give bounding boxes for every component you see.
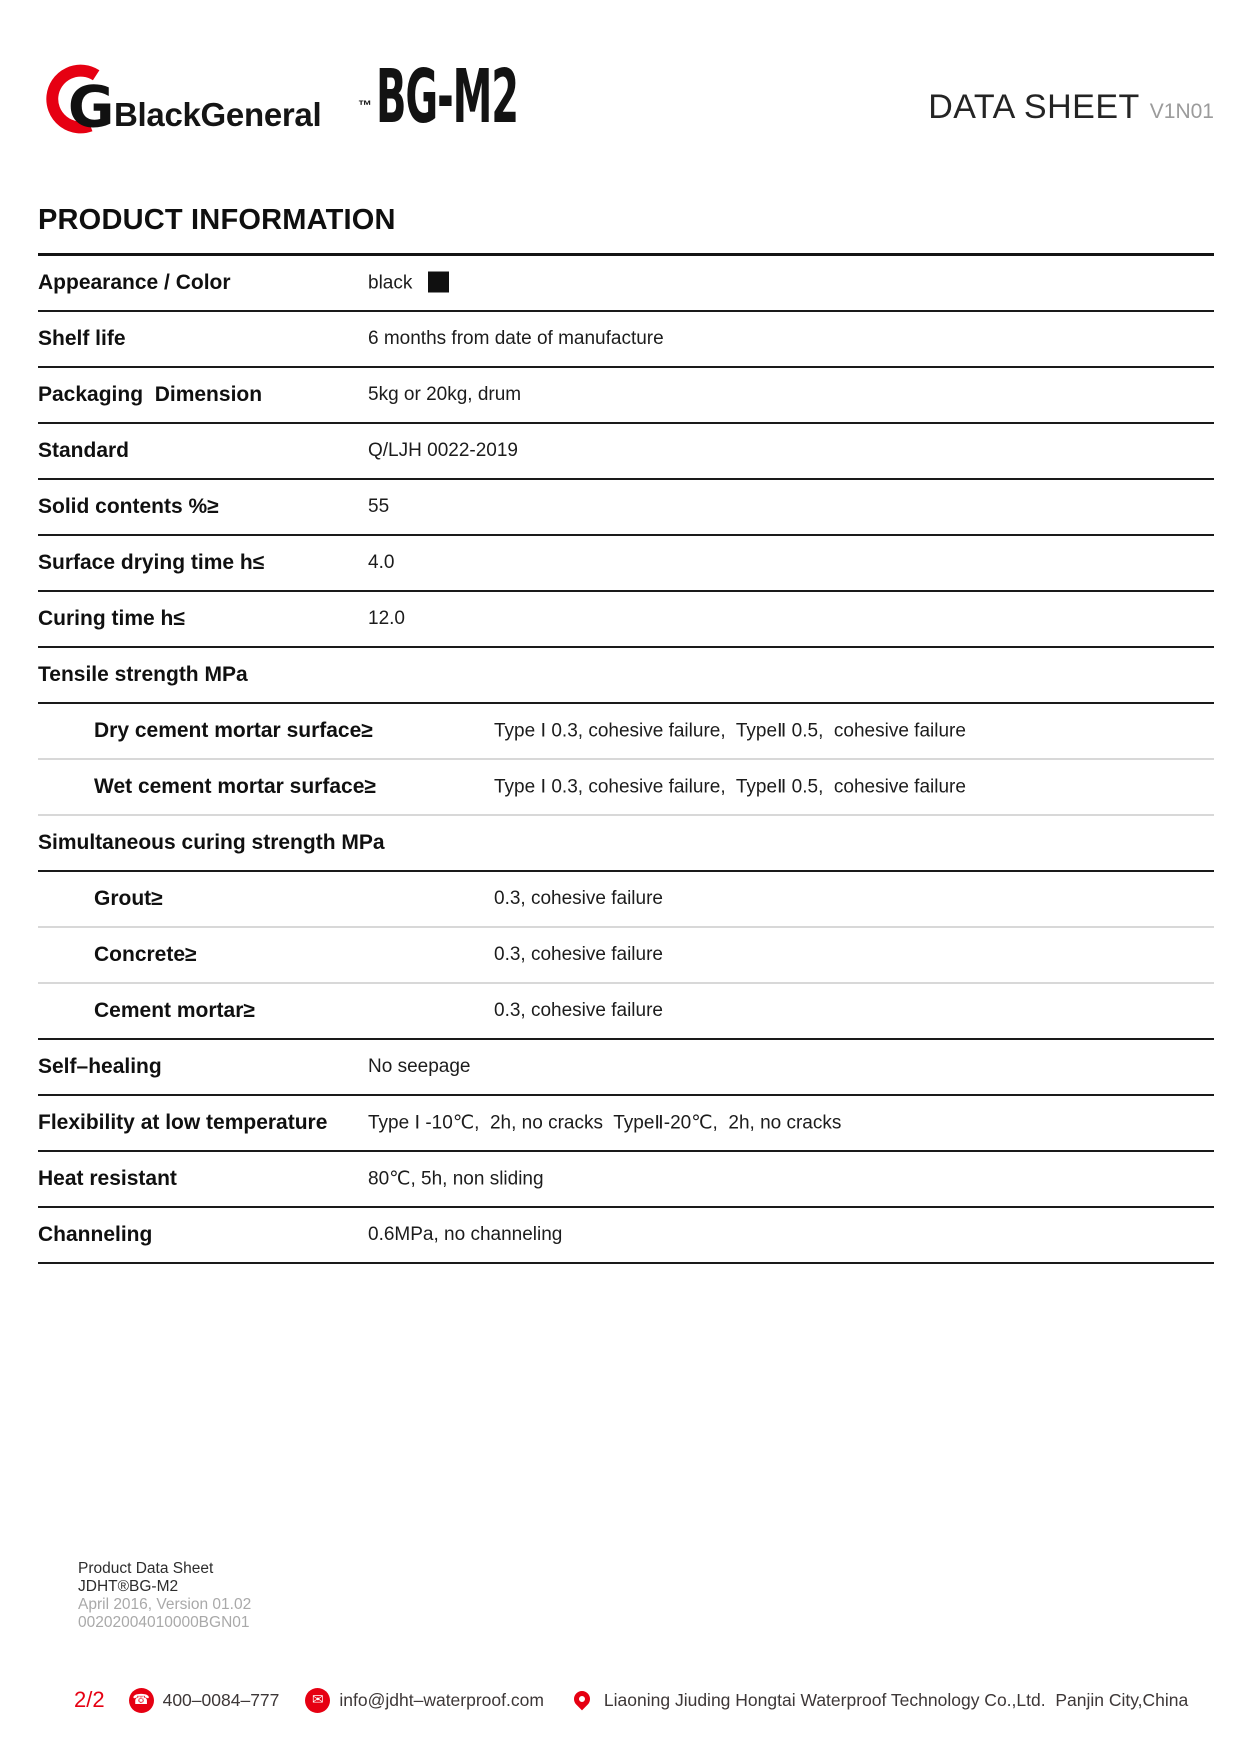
table-row-group-header	[38, 816, 1214, 872]
row-label: Concrete≥	[94, 943, 197, 966]
logo-letter: G	[67, 74, 115, 141]
product-model: BG-M2	[376, 54, 519, 140]
footer-doc-type: Product Data Sheet	[78, 1560, 214, 1577]
email-address: info@jdht–waterproof.com	[339, 1689, 544, 1710]
row-label: Self–healing	[38, 1055, 162, 1078]
row-value: Q/LJH 0022-2019	[368, 440, 518, 461]
table-row	[38, 1208, 1214, 1264]
location-pin-icon	[570, 1688, 595, 1713]
doc-title: DATA SHEET	[928, 88, 1140, 126]
phone-number: 400–0084–777	[162, 1689, 280, 1710]
doc-title-block	[928, 88, 1214, 127]
row-label: Simultaneous curing strength MPa	[38, 831, 385, 854]
row-value: 0.6MPa, no channeling	[368, 1224, 563, 1245]
color-swatch	[428, 272, 449, 293]
row-label: Solid contents %≥	[38, 495, 219, 518]
row-label: Flexibility at low temperature	[38, 1111, 328, 1134]
row-label: Heat resistant	[38, 1167, 177, 1190]
footer-product-id: JDHT®BG-M2	[78, 1578, 179, 1595]
row-value: 0.3, cohesive failure	[494, 1000, 663, 1021]
row-value: 6 months from date of manufacture	[368, 328, 664, 349]
table-row	[38, 312, 1214, 368]
table-row	[38, 424, 1214, 480]
row-value: 80℃, 5h, non sliding	[368, 1168, 544, 1190]
row-value: 5kg or 20kg, drum	[368, 384, 522, 405]
row-label: Dry cement mortar surface≥	[94, 719, 373, 742]
row-value: 0.3, cohesive failure	[494, 888, 663, 909]
page-number: 2/2	[74, 1687, 105, 1712]
document-footer	[78, 1560, 251, 1632]
row-label: Cement mortar≥	[94, 999, 255, 1022]
table-row	[38, 704, 1214, 760]
contact-bar	[74, 1686, 1188, 1714]
row-label: Channeling	[38, 1223, 153, 1246]
row-value: 55	[368, 496, 390, 517]
phone-icon: ☎	[129, 1688, 154, 1713]
table-row	[38, 928, 1214, 984]
table-row	[38, 760, 1214, 816]
row-label: Shelf life	[38, 327, 126, 350]
row-value: Type Ⅰ -10℃, 2h, no cracks TypeⅡ-20℃, 2h, no cracks	[368, 1112, 842, 1134]
product-information-section	[38, 204, 1214, 1264]
row-value: 12.0	[368, 608, 405, 629]
footer-code: 00202004010000BGN01	[78, 1614, 250, 1631]
table-row-group-header	[38, 648, 1214, 704]
company-address: Liaoning Jiuding Hongtai Waterproof Technology Co.,Ltd. Panjin City,China	[603, 1689, 1189, 1710]
row-label: Packaging Dimension	[38, 383, 263, 406]
row-value: 0.3, cohesive failure	[494, 944, 663, 965]
row-value: 4.0	[368, 552, 395, 573]
brand-name: BlackGeneral	[114, 96, 322, 133]
row-value-text: black	[368, 272, 413, 294]
table-row	[38, 1152, 1214, 1208]
row-label: Appearance / Color	[38, 271, 231, 294]
row-label: Standard	[38, 439, 130, 462]
doc-version: V1N01	[1149, 100, 1214, 123]
table-row	[38, 984, 1214, 1040]
row-value: Type Ⅰ 0.3, cohesive failure, TypeⅡ 0.5, cohesive failure	[494, 720, 966, 742]
row-value	[368, 272, 449, 295]
table-row	[38, 1096, 1214, 1152]
table-row	[38, 536, 1214, 592]
table-row	[38, 480, 1214, 536]
footer-version: April 2016, Version 01.02	[78, 1596, 252, 1613]
table-row	[38, 592, 1214, 648]
row-label: Surface drying time h≤	[38, 551, 265, 574]
row-value: Type Ⅰ 0.3, cohesive failure, TypeⅡ 0.5, cohesive failure	[494, 776, 966, 798]
table-row	[38, 256, 1214, 312]
table-row	[38, 1040, 1214, 1096]
trademark-symbol: ™	[358, 97, 372, 113]
table-row	[38, 368, 1214, 424]
section-title: PRODUCT INFORMATION	[38, 204, 396, 236]
row-label: Grout≥	[94, 887, 163, 910]
envelope-icon: ✉	[305, 1688, 330, 1713]
row-label: Wet cement mortar surface≥	[94, 775, 376, 798]
row-value: No seepage	[368, 1056, 471, 1077]
row-label: Tensile strength MPa	[38, 663, 248, 686]
table-row	[38, 872, 1214, 928]
row-label: Curing time h≤	[38, 607, 185, 630]
